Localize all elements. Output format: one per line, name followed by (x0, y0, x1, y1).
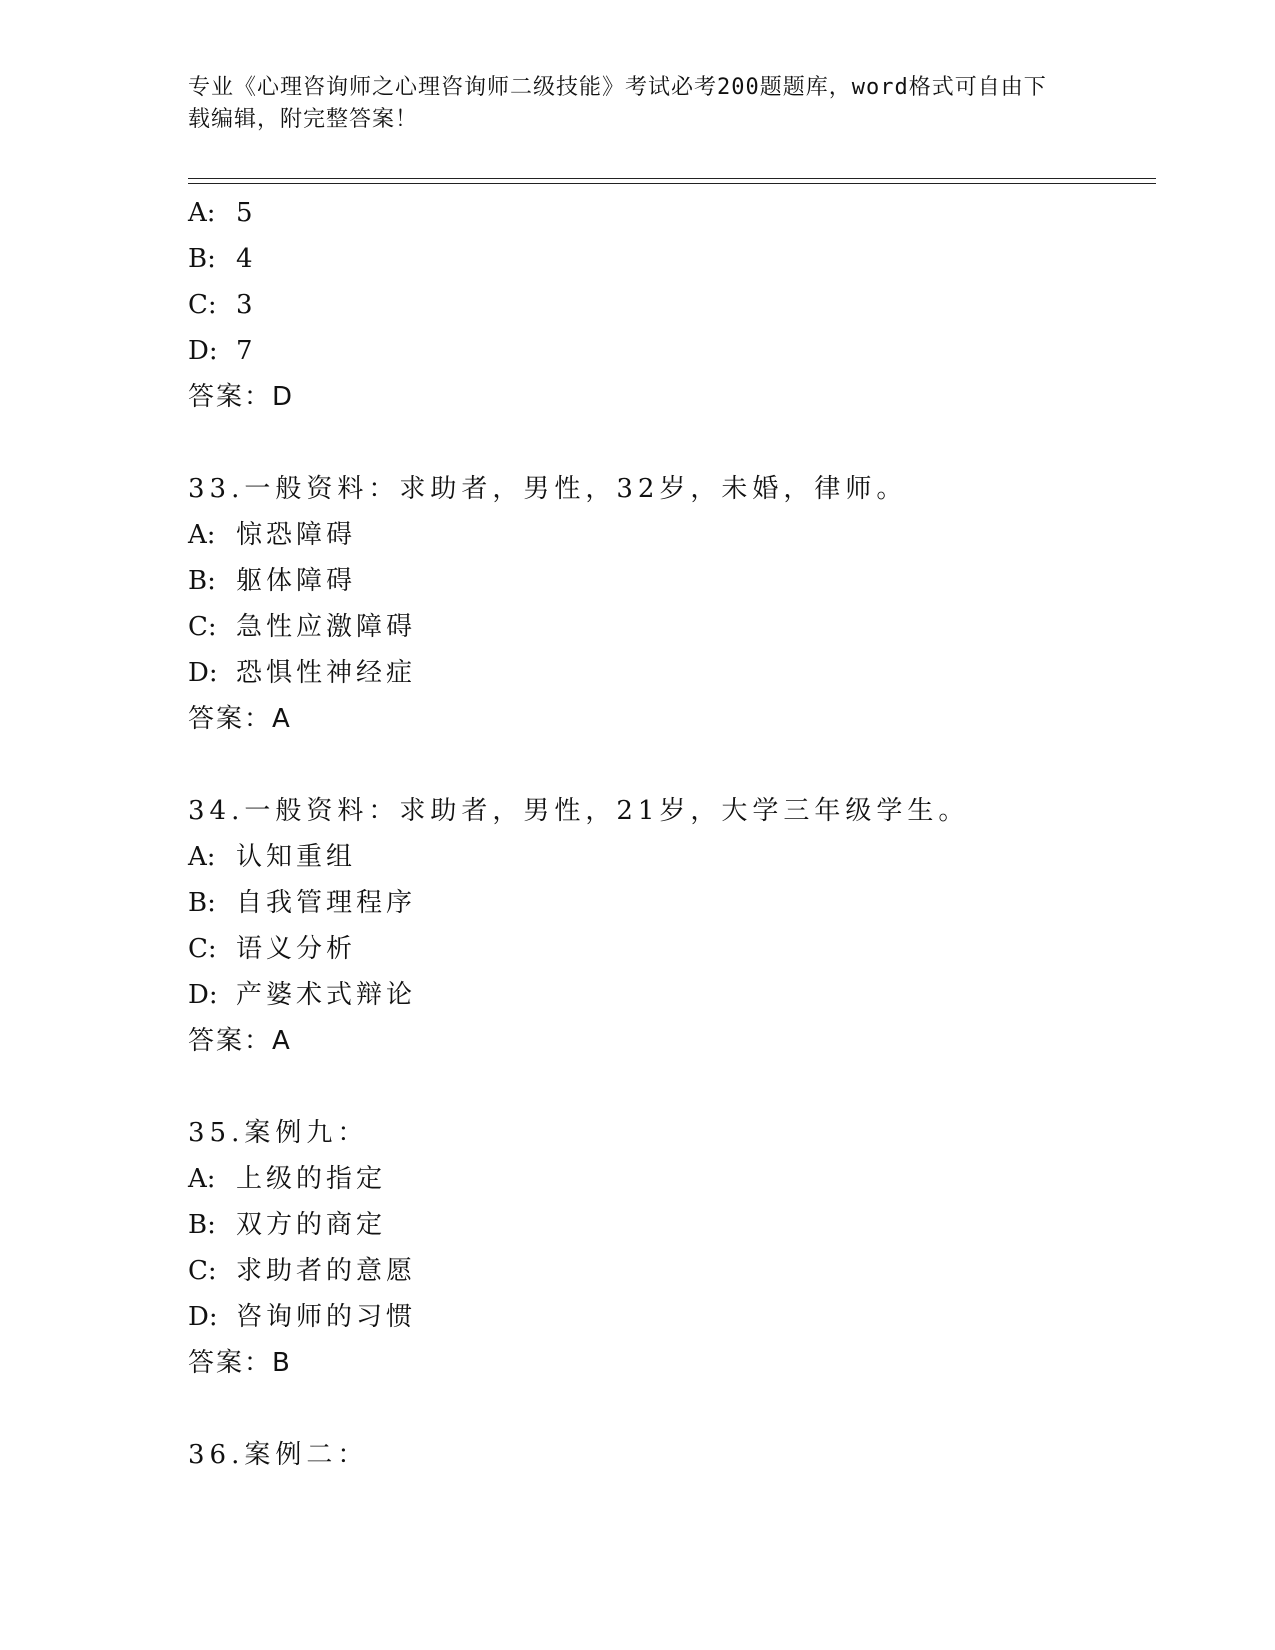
option-text: 恐惧性神经症 (236, 658, 417, 688)
option-d (188, 650, 1148, 696)
question-35 (188, 1110, 1148, 1386)
option-a (188, 512, 1148, 558)
option-c (188, 926, 1148, 972)
option-text: 3 (236, 290, 257, 320)
question-33 (188, 466, 1148, 742)
option-text: 7 (236, 336, 257, 366)
question-stem: 36.案例二： (188, 1440, 369, 1470)
header-divider-bottom (188, 183, 1156, 184)
option-letter: B: (188, 566, 216, 596)
option-letter: B: (188, 888, 216, 918)
question-stem: 34.一般资料：求助者，男性，21岁，大学三年级学生。 (188, 796, 970, 826)
answer-line: 答案：A (188, 704, 292, 734)
answer-line: 答案：D (188, 382, 295, 412)
question-34 (188, 788, 1148, 1064)
option-text: 惊恐障碍 (236, 520, 357, 550)
question-continuation (188, 190, 1148, 420)
option-letter: A: (188, 520, 216, 550)
option-letter: C: (188, 612, 217, 642)
option-text: 求助者的意愿 (236, 1256, 417, 1286)
option-b (188, 880, 1148, 926)
option-text: 急性应激障碍 (236, 612, 417, 642)
option-text: 躯体障碍 (236, 566, 357, 596)
option-letter: A: (188, 842, 216, 872)
answer-line: 答案：B (188, 1348, 292, 1378)
option-d (188, 1294, 1148, 1340)
option-letter: B: (188, 1210, 216, 1240)
option-text: 双方的商定 (236, 1210, 387, 1240)
option-text: 咨询师的习惯 (236, 1302, 417, 1332)
option-text: 产婆术式辩论 (236, 980, 417, 1010)
option-text: 4 (236, 244, 257, 274)
option-letter: C: (188, 934, 217, 964)
option-letter: D: (188, 980, 218, 1010)
option-letter: C: (188, 1256, 217, 1286)
option-letter: D: (188, 336, 218, 366)
option-c (188, 282, 1148, 328)
question-stem: 33.一般资料：求助者，男性，32岁，未婚，律师。 (188, 474, 908, 504)
option-c (188, 604, 1148, 650)
option-letter: C: (188, 290, 217, 320)
option-b (188, 1202, 1148, 1248)
option-letter: D: (188, 658, 218, 688)
header-divider-top (188, 178, 1156, 179)
option-b (188, 236, 1148, 282)
option-d (188, 328, 1148, 374)
question-stem: 35.案例九： (188, 1118, 369, 1148)
option-letter: A: (188, 198, 216, 228)
option-d (188, 972, 1148, 1018)
option-text: 自我管理程序 (236, 888, 417, 918)
option-a (188, 1156, 1148, 1202)
option-c (188, 1248, 1148, 1294)
answer-line: 答案：A (188, 1026, 292, 1056)
option-letter: D: (188, 1302, 218, 1332)
document-header: 专业《心理咨询师之心理咨询师二级技能》考试必考200题题库，word格式可自由下载编辑，附完整答案！ (188, 75, 1047, 132)
option-a (188, 834, 1148, 880)
option-text: 5 (236, 198, 257, 228)
option-letter: A: (188, 1164, 216, 1194)
option-b (188, 558, 1148, 604)
question-36 (188, 1432, 1148, 1478)
document-body (188, 190, 1148, 1478)
option-text: 上级的指定 (236, 1164, 387, 1194)
option-text: 认知重组 (236, 842, 357, 872)
option-text: 语义分析 (236, 934, 357, 964)
option-letter: B: (188, 244, 216, 274)
option-a (188, 190, 1148, 236)
